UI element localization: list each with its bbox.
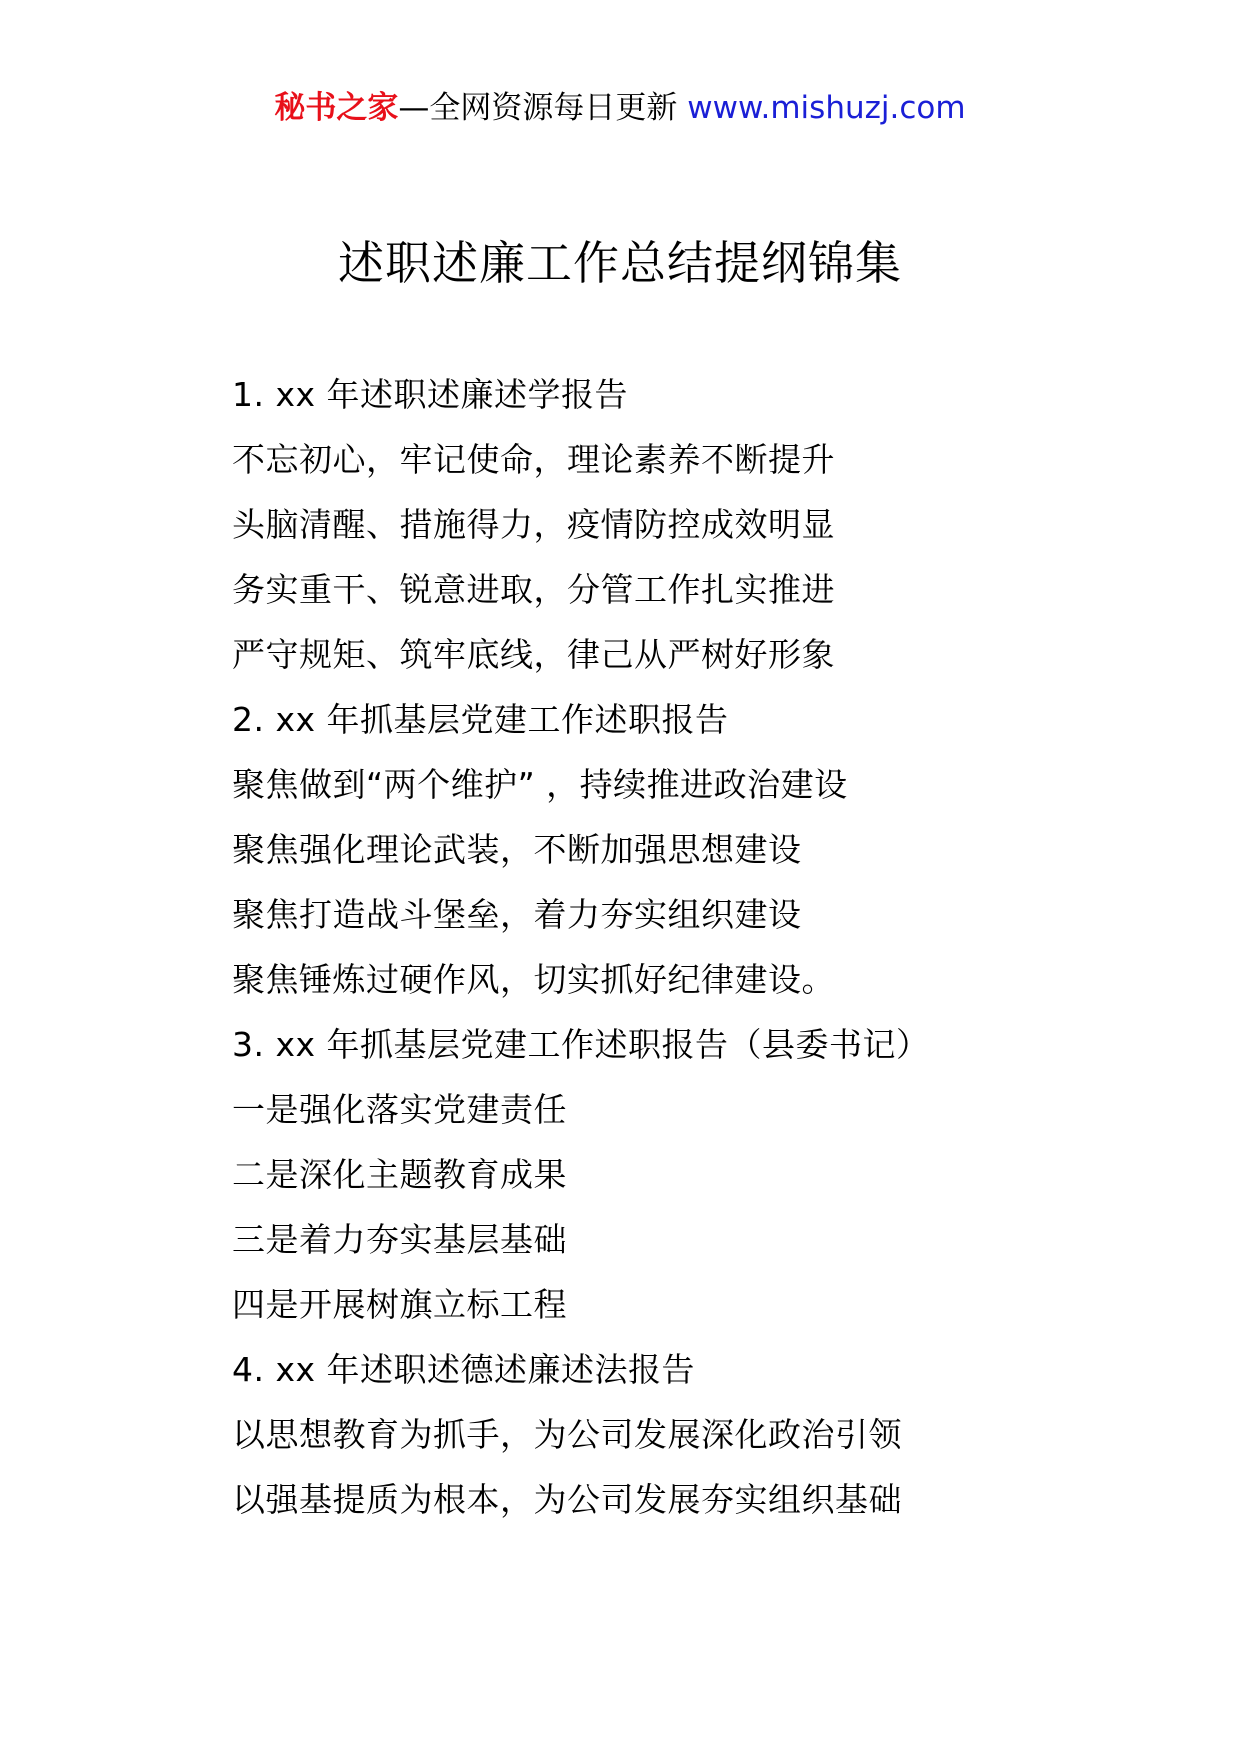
body-line: 一是强化落实党建责任: [232, 1090, 567, 1129]
body-line: 头脑清醒、措施得力，疫情防控成效明显: [232, 505, 835, 544]
site-header: [0, 88, 1240, 128]
section-heading: 2. xx 年抓基层党建工作述职报告: [232, 700, 729, 739]
site-tagline: —全网资源每日更新: [398, 90, 688, 126]
body-line: 以思想教育为抓手，为公司发展深化政治引领: [232, 1415, 902, 1454]
site-url-link[interactable]: www.mishuzj.com: [687, 90, 966, 126]
section-heading: 1. xx 年述职述廉述学报告: [232, 375, 629, 414]
section-heading: 4. xx 年述职述德述廉述法报告: [232, 1350, 696, 1389]
body-line: 四是开展树旗立标工程: [232, 1285, 567, 1324]
body-line: 聚焦锤炼过硬作风，切实抓好纪律建设。: [232, 960, 835, 999]
body-line: 聚焦做到“两个维护” ，持续推进政治建设: [232, 765, 848, 804]
body-line: 务实重干、锐意进取，分管工作扎实推进: [232, 570, 835, 609]
body-line: 三是着力夯实基层基础: [232, 1220, 567, 1259]
body-line: 聚焦打造战斗堡垒，着力夯实组织建设: [232, 895, 802, 934]
body-line: 聚焦强化理论武装，不断加强思想建设: [232, 830, 802, 869]
body-line: 不忘初心，牢记使命，理论素养不断提升: [232, 440, 835, 479]
body-line: 二是深化主题教育成果: [232, 1155, 567, 1194]
section-heading: 3. xx 年抓基层党建工作述职报告（县委书记）: [232, 1025, 930, 1064]
document-body: [232, 371, 1172, 1541]
document-title: 述职述廉工作总结提纲锦集: [338, 236, 902, 290]
body-line: 严守规矩、筑牢底线，律己从严树好形象: [232, 635, 835, 674]
site-brand: 秘书之家: [274, 90, 399, 126]
body-line: 以强基提质为根本，为公司发展夯实组织基础: [232, 1480, 902, 1519]
